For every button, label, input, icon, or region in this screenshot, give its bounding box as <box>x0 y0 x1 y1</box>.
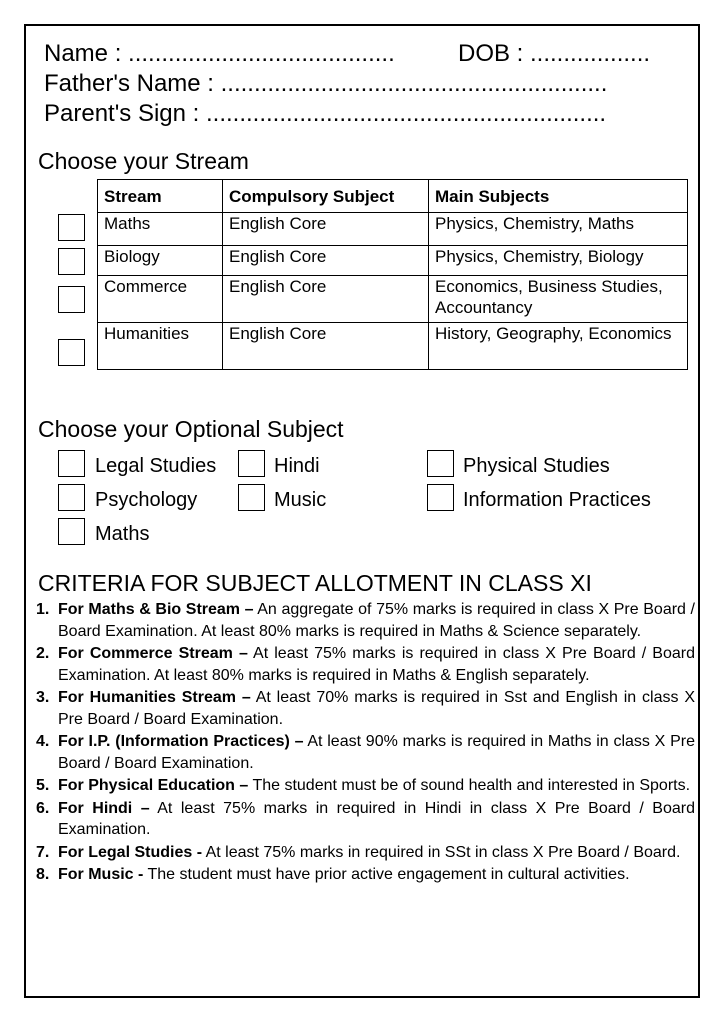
main-subjects-cell: Physics, Chemistry, Maths <box>429 213 688 246</box>
optional-checkbox-maths[interactable] <box>58 518 85 545</box>
father-name-field[interactable]: Father's Name : .......................................................... <box>44 70 608 97</box>
optional-label-maths: Maths <box>95 523 150 545</box>
item-text: The student must have prior active engagement in cultural activities. <box>143 866 630 883</box>
item-text: At least 70% marks is required in Sst and English in class X Pre Board / Board Examination. <box>58 689 696 728</box>
compulsory-cell: English Core <box>223 213 429 246</box>
stream-checkbox-maths[interactable] <box>58 214 85 241</box>
list-item <box>36 864 695 886</box>
item-number: 7. <box>36 843 50 861</box>
table-row <box>98 276 688 323</box>
item-number: 4. <box>36 733 50 750</box>
table-row <box>98 323 688 370</box>
optional-label-music: Music <box>274 489 327 511</box>
stream-table <box>97 179 688 370</box>
table-row <box>98 213 688 246</box>
main-subjects-cell: Physics, Chemistry, Biology <box>429 246 688 276</box>
item-heading: For Maths & Bio Stream – <box>58 601 254 618</box>
main-subjects-cell: History, Geography, Economics <box>429 323 688 370</box>
list-item <box>36 643 695 686</box>
optional-checkbox-music[interactable] <box>238 484 265 511</box>
item-number: 6. <box>36 799 50 817</box>
stream-checkbox-humanities[interactable] <box>58 339 85 366</box>
parent-sign-field[interactable]: Parent's Sign : ............................................................ <box>44 100 607 127</box>
item-heading: For Physical Education – <box>58 777 249 794</box>
stream-cell: Biology <box>98 246 223 276</box>
stream-section-title: Choose your Stream <box>38 148 249 174</box>
optional-section-title: Choose your Optional Subject <box>38 416 344 442</box>
list-item <box>36 842 695 864</box>
table-header-row <box>98 180 688 213</box>
optional-label-hindi: Hindi <box>274 455 320 477</box>
item-number: 2. <box>36 645 50 662</box>
optional-checkbox-hindi[interactable] <box>238 450 265 477</box>
optional-label-physical-studies: Physical Studies <box>463 455 610 477</box>
stream-cell: Humanities <box>98 323 223 370</box>
optional-checkbox-information-practices[interactable] <box>427 484 454 511</box>
stream-cell: Maths <box>98 213 223 246</box>
optional-label-information-practices: Information Practices <box>463 489 651 511</box>
optional-label-psychology: Psychology <box>95 489 198 511</box>
item-text: The student must be of sound health and interested in Sports. <box>248 777 691 794</box>
criteria-title: CRITERIA FOR SUBJECT ALLOTMENT IN CLASS XI <box>38 570 592 596</box>
table-header-cell: Main Subjects <box>429 180 688 213</box>
list-item <box>36 687 695 730</box>
compulsory-cell: English Core <box>223 246 429 276</box>
item-heading: For I.P. (Information Practices) – <box>58 733 304 750</box>
item-text: At least 90% marks is required in Maths in class X Pre Board / Board Examination. <box>58 733 695 772</box>
compulsory-cell: English Core <box>223 323 429 370</box>
item-text: At least 75% marks is required in class X Pre Board / Board Examination. At least 80% marks is required in Maths & English separately. <box>58 645 696 684</box>
item-number: 1. <box>36 601 50 618</box>
table-row <box>98 246 688 276</box>
optional-label-legal-studies: Legal Studies <box>95 455 217 477</box>
name-field[interactable]: Name : ........................................ <box>44 40 395 67</box>
criteria-list <box>36 599 695 887</box>
list-item <box>36 775 695 797</box>
optional-checkbox-physical-studies[interactable] <box>427 450 454 477</box>
item-number: 3. <box>36 689 50 706</box>
item-text: At least 75% marks in required in SSt in class X Pre Board / Board. <box>202 843 681 861</box>
optional-checkbox-psychology[interactable] <box>58 484 85 511</box>
list-item <box>36 599 695 642</box>
stream-cell: Commerce <box>98 276 223 323</box>
table-header-cell: Compulsory Subject <box>223 180 429 213</box>
item-heading: For Music - <box>58 866 144 883</box>
stream-checkbox-biology[interactable] <box>58 248 85 275</box>
dob-field[interactable]: DOB : .................. <box>458 40 651 67</box>
item-heading: For Legal Studies - <box>58 843 203 861</box>
item-heading: For Hindi – <box>58 799 150 817</box>
compulsory-cell: English Core <box>223 276 429 323</box>
list-item <box>36 798 695 841</box>
item-text: An aggregate of 75% marks is required in class X Pre Board / Board Examination. At least 80% marks is required in Maths & Science separately. <box>58 601 695 640</box>
item-heading: For Humanities Stream – <box>58 689 251 706</box>
item-number: 8. <box>36 866 50 883</box>
optional-checkbox-legal-studies[interactable] <box>58 450 85 477</box>
list-item <box>36 731 695 774</box>
table-header-cell: Stream <box>98 180 223 213</box>
item-text: At least 75% marks in required in Hindi in class X Pre Board / Board Examination. <box>58 799 696 838</box>
item-number: 5. <box>36 777 50 794</box>
item-heading: For Commerce Stream – <box>58 645 248 662</box>
stream-checkbox-commerce[interactable] <box>58 286 85 313</box>
main-subjects-cell: Economics, Business Studies, Accountancy <box>429 276 688 323</box>
